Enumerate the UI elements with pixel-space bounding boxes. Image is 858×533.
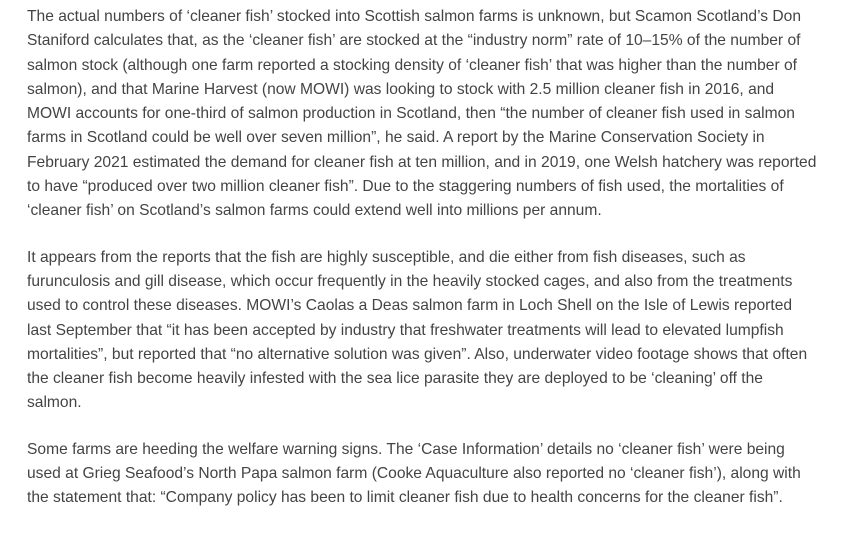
text-line: salmon stock (although one farm reported a stocking density of ‘cleaner fish’ that was higher than the number of <box>27 56 798 74</box>
text-line: Staniford calculates that, as the ‘cleaner fish’ are stocked at the “industry norm” rate of 10–15% of the number of <box>27 32 801 50</box>
text-line: to have “produced over two million cleaner fish”. Due to the staggering numbers of fish used, the mortalities of <box>27 178 784 196</box>
text-line: It appears from the reports that the fish are highly susceptible, and die either from fish diseases, such as <box>27 248 746 266</box>
paragraph-cleaner-fish-numbers <box>27 5 849 224</box>
text-line: MOWI accounts for one-third of salmon production in Scotland, then “the number of cleaner fish used in salmon <box>27 105 795 123</box>
text-line: February 2021 estimated the demand for cleaner fish at ten million, and in 2019, one Welsh hatchery was reported <box>27 153 817 171</box>
text-line: farms in Scotland could be well over seven million”, he said. A report by the Marine Conservation Society in <box>27 129 765 147</box>
text-line: used to control these diseases. MOWI’s Caolas a Deas salmon farm in Loch Shell on the Isle of Lewis reported <box>27 297 793 315</box>
text-line: salmon), and that Marine Harvest (now MOWI) was looking to stock with 2.5 million cleaner fish in 2016, and <box>27 80 775 98</box>
text-line: used at Grieg Seafood’s North Papa salmon farm (Cooke Aquaculture also reported no ‘cleaner fish’), along with <box>27 465 801 483</box>
article-body <box>27 5 849 533</box>
text-line: last September that “it has been accepted by industry that freshwater treatments will lead to elevated lumpfish <box>27 321 784 339</box>
text-line: The actual numbers of ‘cleaner fish’ stocked into Scottish salmon farms is unknown, but Scamon Scotland’s Don <box>27 8 802 25</box>
text-line: furunculosis and gill disease, which occur frequently in the heavily stocked cages, and also from the treatments <box>27 272 793 290</box>
text-line: mortalities”, but reported that “no alternative solution was given”. Also, underwater video footage shows that often <box>27 345 808 363</box>
paragraph-welfare-warning <box>27 438 849 511</box>
text-line: the statement that: “Company policy has been to limit cleaner fish due to health concerns for the cleaner fish”. <box>27 489 783 507</box>
paragraph-mortality-causes <box>27 246 849 416</box>
text-line: Some farms are heeding the welfare warning signs. The ‘Case Information’ details no ‘cleaner fish’ were being <box>27 440 785 458</box>
text-line: salmon. <box>27 394 82 412</box>
text-line: ‘cleaner fish’ on Scotland’s salmon farms could extend well into millions per annum. <box>27 202 602 220</box>
text-line: the cleaner fish become heavily infested with the sea lice parasite they are deployed to be ‘cleaning’ off the <box>27 370 763 388</box>
